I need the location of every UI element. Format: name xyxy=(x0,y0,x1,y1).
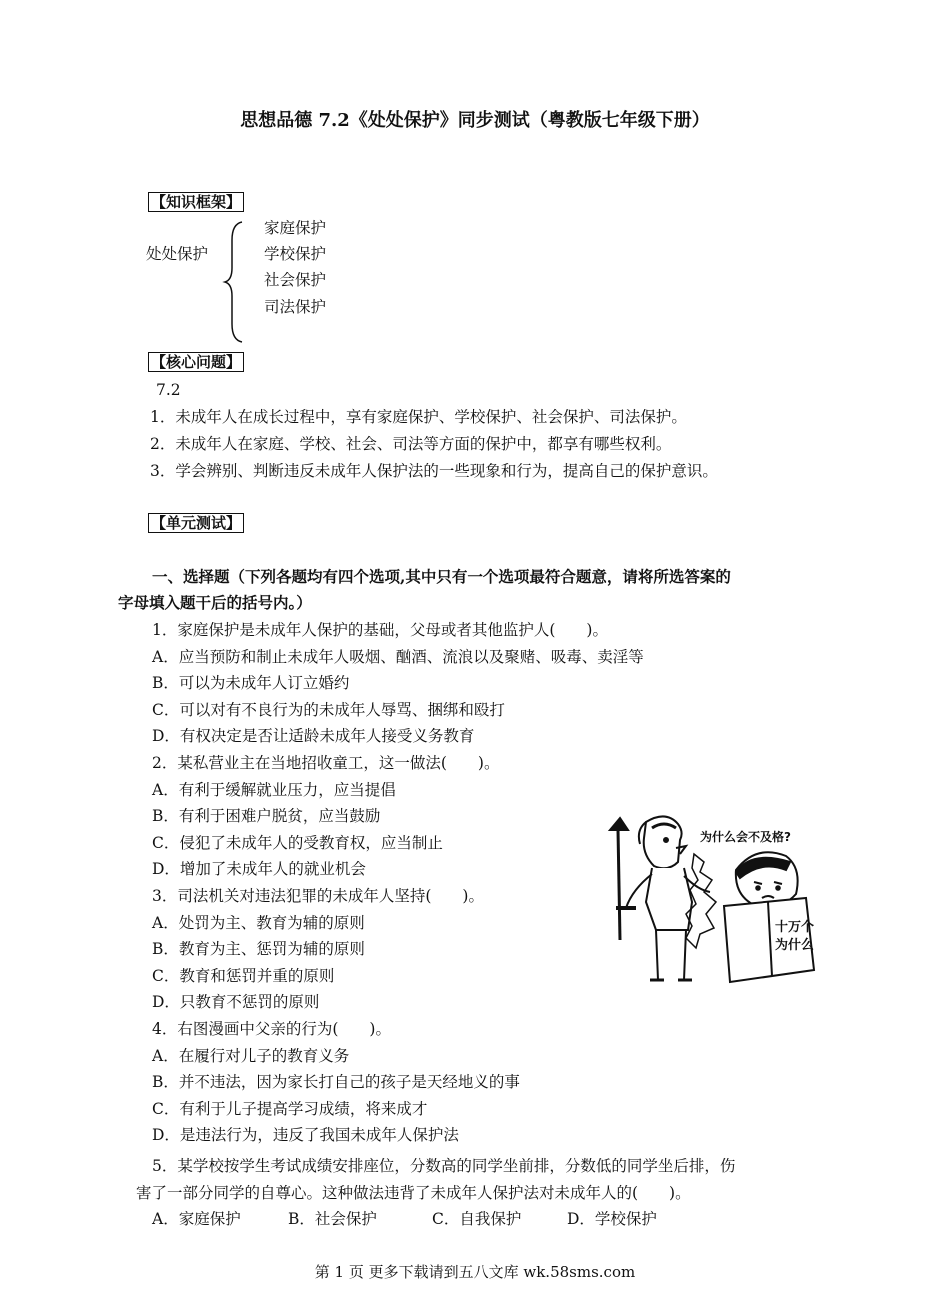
core-point: 1．未成年人在成长过程中，享有家庭保护、学校保护、社会保护、司法保护。 xyxy=(150,408,687,426)
option: D．增加了未成年人的就业机会 xyxy=(152,860,366,878)
option: A．应当预防和制止未成年人吸烟、酗酒、流浪以及聚赌、吸毒、卖淫等 xyxy=(152,648,644,666)
question-line: 害了一部分同学的自尊心。这种做法违背了未成年人保护法对未成年人的( )。 xyxy=(136,1184,691,1202)
option: B．有利于困难户脱贫，应当鼓励 xyxy=(152,807,381,825)
option: A．处罚为主、教育为辅的原则 xyxy=(152,914,365,932)
page-footer: 第 1 页 更多下载请到五八文库 wk.58sms.com xyxy=(314,1263,636,1281)
option: D．学校保护 xyxy=(567,1210,657,1228)
option: C．侵犯了未成年人的受教育权，应当制止 xyxy=(152,834,443,852)
option: B．社会保护 xyxy=(288,1210,377,1228)
framework-brace xyxy=(222,220,246,346)
option: B．教育为主、惩罚为辅的原则 xyxy=(152,940,365,958)
question-line: 1．家庭保护是未成年人保护的基础，父母或者其他监护人( )。 xyxy=(152,621,608,639)
cartoon-speech: 为什么会不及格? xyxy=(700,830,791,844)
core-tag: 【核心问题】 xyxy=(148,352,244,372)
option: B．可以为未成年人订立婚约 xyxy=(152,674,350,692)
framework-item: 社会保护 xyxy=(264,271,327,289)
option: D．只教育不惩罚的原则 xyxy=(152,993,320,1011)
question-line: 3．司法机关对违法犯罪的未成年人坚持( )。 xyxy=(152,887,484,905)
option: A．家庭保护 xyxy=(152,1210,241,1228)
option: B．并不违法，因为家长打自己的孩子是天经地义的事 xyxy=(152,1073,520,1091)
question-line: 2．某私营业主在当地招收童工，这一做法( )。 xyxy=(152,754,500,772)
framework-item: 司法保护 xyxy=(264,298,327,316)
core-section: 7.2 xyxy=(156,381,181,399)
option: A．在履行对儿子的教育义务 xyxy=(152,1047,350,1065)
option: C．自我保护 xyxy=(432,1210,522,1228)
option: A．有利于缓解就业压力，应当提倡 xyxy=(152,781,396,799)
question-line: 5．某学校按学生考试成绩安排座位，分数高的同学坐前排，分数低的同学坐后排，伤 xyxy=(152,1157,736,1175)
option: D．有权决定是否让适龄未成年人接受义务教育 xyxy=(152,727,475,745)
framework-item: 学校保护 xyxy=(264,245,327,263)
framework-tag: 【知识框架】 xyxy=(148,192,244,212)
page-title: 思想品德 7.2《处处保护》同步测试（粤教版七年级下册） xyxy=(240,110,710,131)
section-heading: 字母填入题干后的括号内。） xyxy=(118,593,312,612)
framework-root: 处处保护 xyxy=(146,245,209,263)
question-line: 4．右图漫画中父亲的行为( )。 xyxy=(152,1020,391,1038)
core-point: 2．未成年人在家庭、学校、社会、司法等方面的保护中，都享有哪些权利。 xyxy=(150,435,672,453)
option: C．有利于儿子提高学习成绩，将来成才 xyxy=(152,1100,428,1118)
unit-tag: 【单元测试】 xyxy=(148,513,244,533)
option: C．可以对有不良行为的未成年人辱骂、捆绑和殴打 xyxy=(152,701,505,719)
cartoon-book-title: 为什么 xyxy=(775,938,815,953)
option: D．是违法行为，违反了我国未成年人保护法 xyxy=(152,1126,459,1144)
core-point: 3．学会辨别、判断违反未成年人保护法的一些现象和行为，提高自己的保护意识。 xyxy=(150,462,718,480)
cartoon-book-title: 十万个 xyxy=(775,920,815,935)
option: C．教育和惩罚并重的原则 xyxy=(152,967,335,985)
section-heading: 一、选择题（下列各题均有四个选项,其中只有一个选项最符合题意，请将所选答案的 xyxy=(152,567,731,586)
framework-item: 家庭保护 xyxy=(264,219,327,237)
